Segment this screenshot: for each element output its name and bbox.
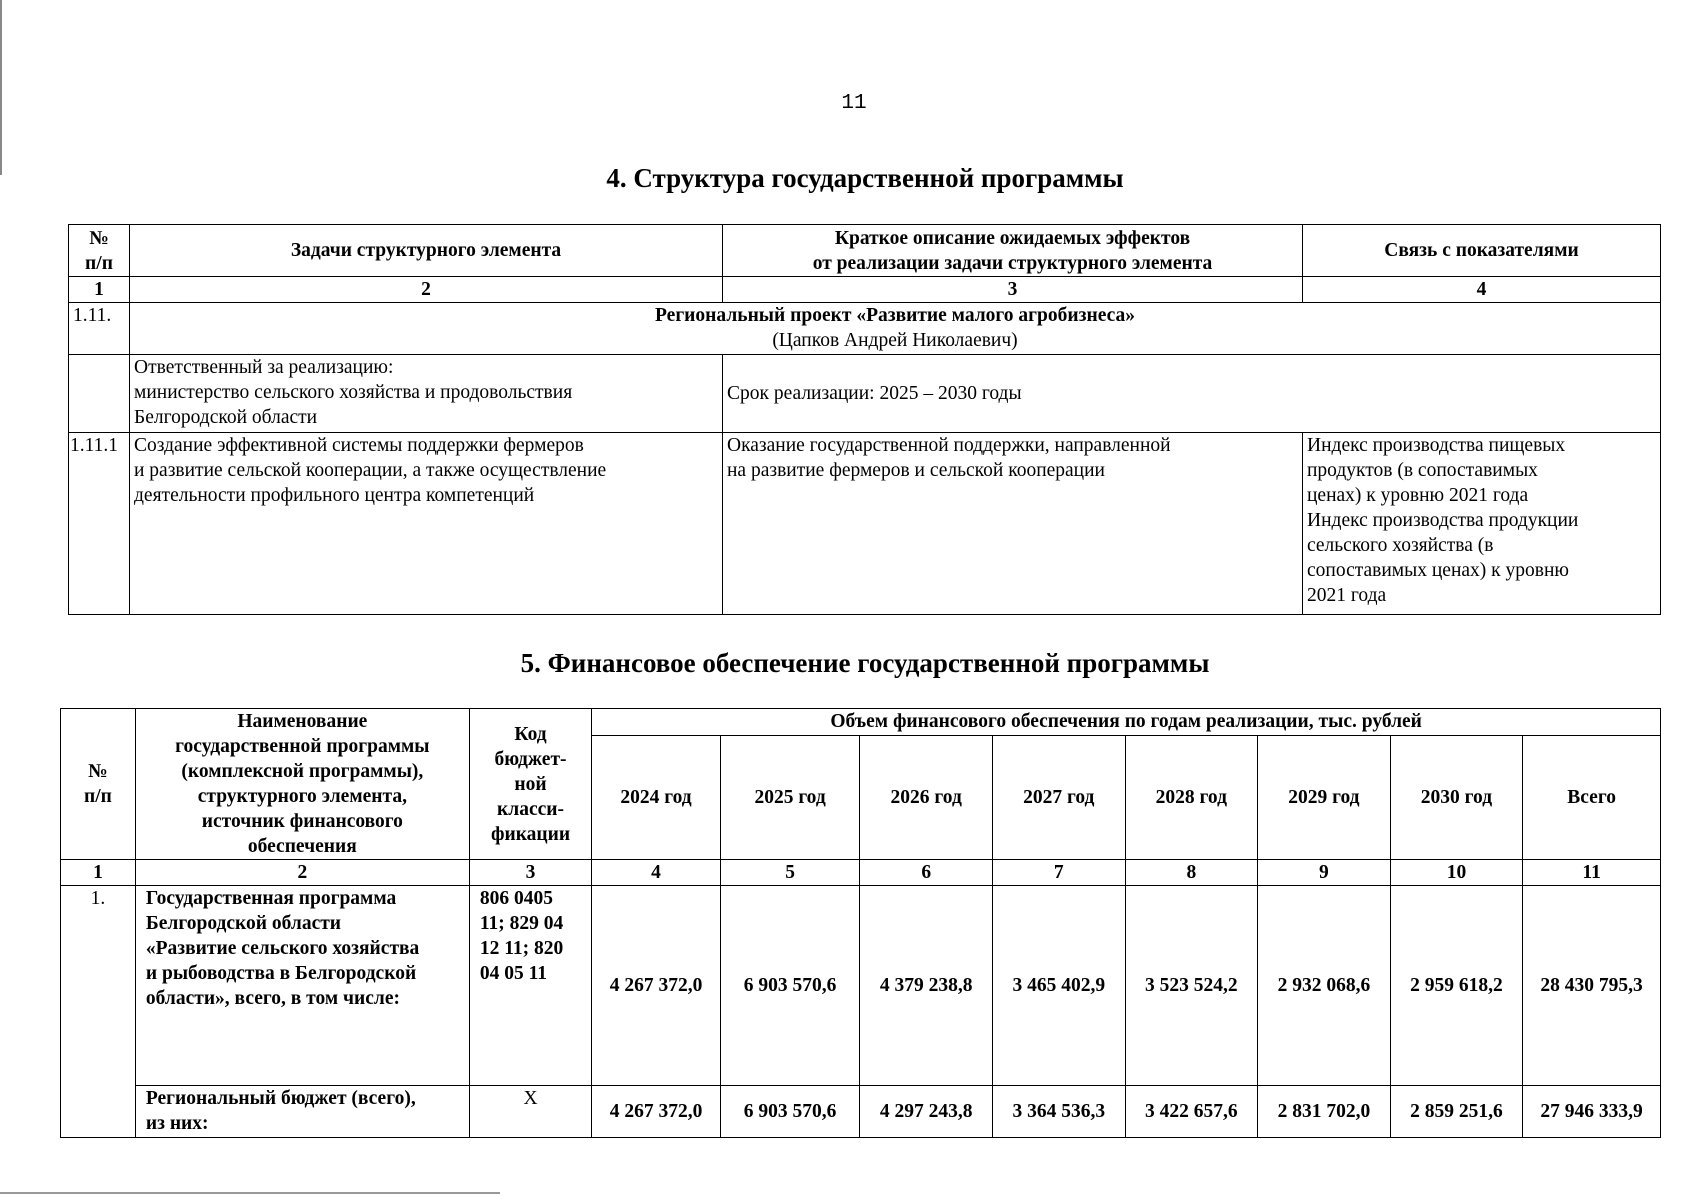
col-number: 8 [1125,860,1258,886]
table-row [61,886,1661,1086]
scan-edge-mark [0,0,2,175]
project-person: (Цапков Андрей Николаевич) [772,330,1018,351]
header-year-2030: 2030 год [1390,735,1523,859]
col-number: 2 [135,860,469,886]
col-number: 11 [1523,860,1661,886]
term-cell: Срок реализации: 2025 – 2030 годы [723,355,1661,433]
value-cell: 2 831 702,0 [1258,1086,1391,1138]
header-year-2025: 2025 год [720,735,860,859]
value-cell: 4 267 372,0 [592,886,721,1086]
col-number: 5 [720,860,860,886]
page-number: 11 [841,92,867,115]
task-effects: Оказание государственной поддержки, направленной на развитие фермеров и сельской кооперации [723,433,1303,615]
value-cell: 2 859 251,6 [1390,1086,1523,1138]
col-number: 4 [592,860,721,886]
value-cell: 3 465 402,9 [992,886,1125,1086]
scan-bottom-line [0,1192,500,1194]
project-cell [130,303,1661,355]
table-header-row [69,225,1661,277]
header-effects: Краткое описание ожидаемых эффектов от реализации задачи структурного элемента [723,225,1303,277]
table-header-row [61,709,1661,736]
responsible-row [69,355,1661,433]
col-number: 4 [1303,277,1661,303]
finance-table [60,708,1661,1138]
project-number: 1.11. [69,303,130,355]
header-tasks: Задачи структурного элемента [130,225,723,277]
value-cell: 4 267 372,0 [592,1086,721,1138]
table-row [61,1086,1661,1138]
task-indicators: Индекс производства пищевых продуктов (в сопоставимых ценах) к уровню 2021 года Индекс производства продукции сельского хозяйства (в сопоставимых ценах) к уровню 2021 года [1303,433,1661,615]
row-number: 1. [61,886,136,1138]
header-year-2026: 2026 год [860,735,993,859]
row-code: 806 0405 11; 829 04 12 11; 820 04 05 11 [469,886,591,1086]
value-cell: 6 903 570,6 [720,886,860,1086]
col-number: 9 [1258,860,1391,886]
header-number: № п/п [61,709,136,860]
header-year-2029: 2029 год [1258,735,1391,859]
task-row [69,433,1661,615]
header-number: № п/п [69,225,130,277]
section4-title: 4. Структура государственной программы [606,163,1124,193]
col-number: 10 [1390,860,1523,886]
header-year-2027: 2027 год [992,735,1125,859]
col-number: 1 [61,860,136,886]
col-number: 1 [69,277,130,303]
column-number-row [61,860,1661,886]
col-number: 3 [723,277,1303,303]
responsible-cell: Ответственный за реализацию: министерство сельского хозяйства и продовольствия Белгородской области [130,355,723,433]
value-cell: 3 523 524,2 [1125,886,1258,1086]
value-cell: 28 430 795,3 [1523,886,1661,1086]
row-name: Региональный бюджет (всего), из них: [135,1086,469,1138]
header-link: Связь с показателями [1303,225,1661,277]
structure-table [68,224,1661,615]
col-number: 7 [992,860,1125,886]
header-year-2028: 2028 год [1125,735,1258,859]
header-total: Всего [1523,735,1661,859]
value-cell: 4 379 238,8 [860,886,993,1086]
col-number: 3 [469,860,591,886]
task-description: Создание эффективной системы поддержки фермеров и развитие сельской кооперации, а также осуществление деятельности профильного центра компетенций [130,433,723,615]
row-name: Государственная программа Белгородской области «Развитие сельского хозяйства и рыбоводства в Белгородской области», всего, в том числе: [135,886,469,1086]
header-code: Код бюджет- ной класси- фикации [469,709,591,860]
value-cell: 4 297 243,8 [860,1086,993,1138]
col-number: 6 [860,860,993,886]
value-cell: 27 946 333,9 [1523,1086,1661,1138]
value-cell: 2 932 068,6 [1258,886,1391,1086]
value-cell: 3 422 657,6 [1125,1086,1258,1138]
project-title: Региональный проект «Развитие малого агробизнеса» [655,305,1135,326]
value-cell: 6 903 570,6 [720,1086,860,1138]
row-code: X [469,1086,591,1138]
task-number: 1.11.1 [69,433,130,615]
header-year-2024: 2024 год [592,735,721,859]
empty-cell [69,355,130,433]
header-name: Наименование государственной программы (комплексной программы), структурного элемента, источник финансового обеспечения [135,709,469,860]
section5-title: 5. Финансовое обеспечение государственной программы [520,648,1210,678]
project-row [69,303,1661,355]
col-number: 2 [130,277,723,303]
header-volume: Объем финансового обеспечения по годам реализации, тыс. рублей [592,709,1661,736]
value-cell: 3 364 536,3 [992,1086,1125,1138]
column-number-row [69,277,1661,303]
value-cell: 2 959 618,2 [1390,886,1523,1086]
